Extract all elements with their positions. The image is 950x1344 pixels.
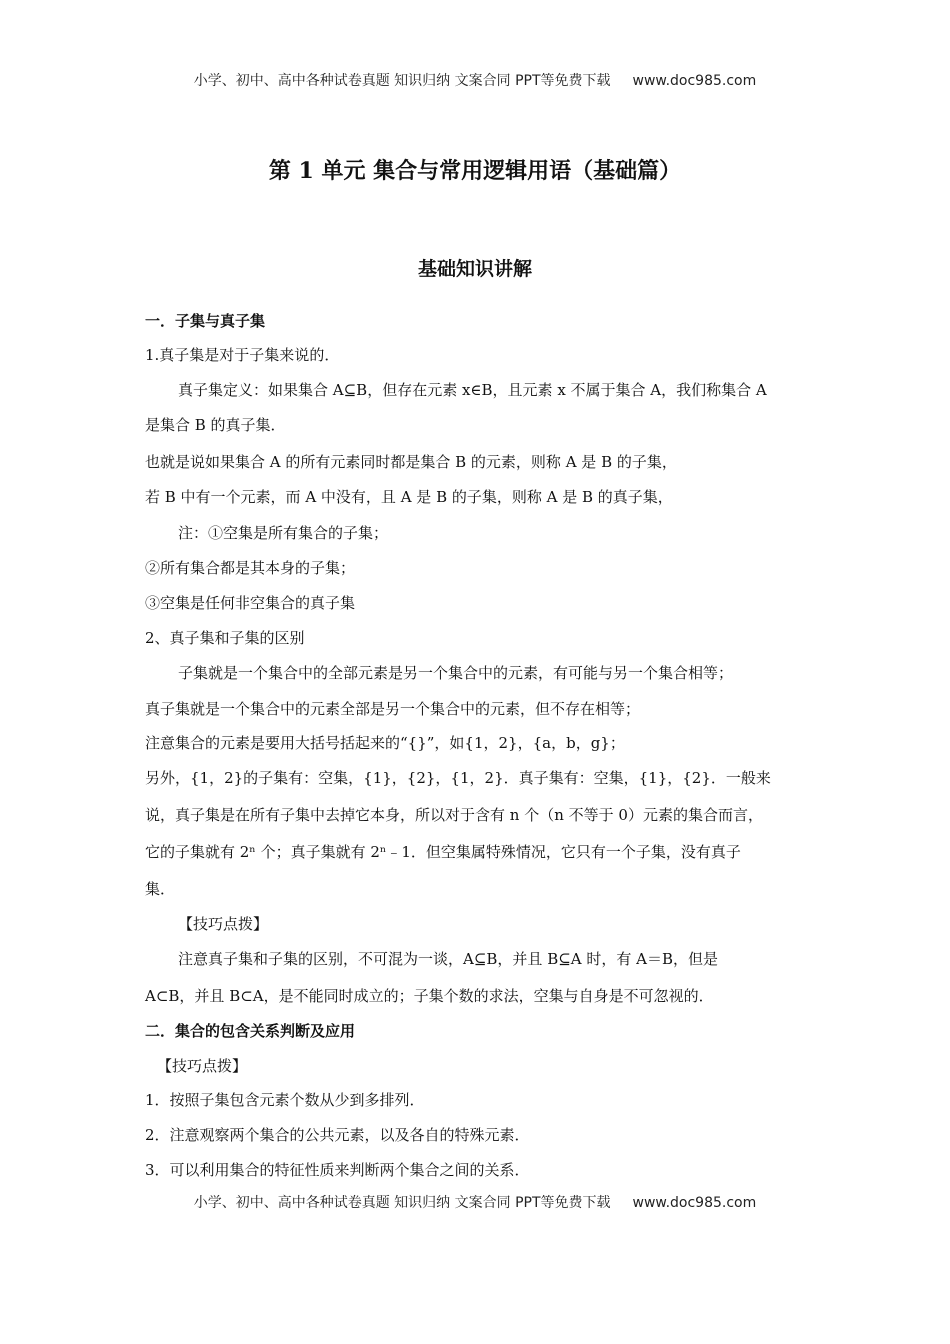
text-line: 它的子集就有 2ⁿ 个；真子集就有 2ⁿ﹣1．但空集属特殊情况，它只有一个子集，没有真子 — [145, 843, 741, 861]
text-line: 子集就是一个集合中的全部元素是另一个集合中的元素，有可能与另一个集合相等； — [178, 664, 734, 682]
heading-subsets: 一．子集与真子集 — [145, 312, 266, 330]
note-line: ②所有集合都是其本身的子集； — [145, 559, 356, 577]
tip-heading: 【技巧点拨】 — [157, 1057, 248, 1075]
header-text: 小学、初中、高中各种试卷真题 知识归纳 文案合同 PPT等免费下载 — [193, 73, 611, 89]
note-line: 注：①空集是所有集合的子集； — [178, 524, 389, 542]
text-line: 1.真子集是对于子集来说的． — [145, 346, 340, 364]
note-line: ③空集是任何非空集合的真子集 — [145, 594, 356, 612]
tip-heading: 【技巧点拨】 — [178, 915, 269, 933]
list-item: 2．注意观察两个集合的公共元素，以及各自的特殊元素． — [145, 1126, 530, 1144]
footer-text: 小学、初中、高中各种试卷真题 知识归纳 文案合同 PPT等免费下载 — [193, 1195, 611, 1211]
text-line: 也就是说如果集合 A 的所有元素同时都是集合 B 的元素，则称 A 是 B 的子集， — [145, 453, 677, 471]
text-line: 集． — [145, 880, 176, 898]
page-footer — [0, 1192, 950, 1212]
text-line: 2、真子集和子集的区别 — [145, 629, 305, 647]
page-header — [0, 70, 950, 90]
text-line: A⊂B，并且 B⊂A，是不能同时成立的；子集个数的求法，空集与自身是不可忽视的． — [145, 987, 714, 1005]
text-line: 说，真子集是在所有子集中去掉它本身，所以对于含有 n 个（n 不等于 0）元素的集合而言， — [145, 806, 763, 824]
text-line: 若 B 中有一个元素，而 A 中没有，且 A 是 B 的子集，则称 A 是 B 的真子集， — [145, 488, 673, 506]
page-title: 第 1 单元 集合与常用逻辑用语（基础篇） — [268, 158, 682, 184]
text-line: 注意真子集和子集的区别，不可混为一谈，A⊆B，并且 B⊆A 时，有 A＝B，但是 — [178, 950, 719, 968]
text-line: 另外，{1，2}的子集有：空集，{1}，{2}，{1，2}．真子集有：空集，{1}，{2}．一般来 — [145, 769, 771, 787]
heading-inclusion: 二．集合的包含关系判断及应用 — [145, 1022, 356, 1040]
list-item: 3．可以利用集合的特征性质来判断两个集合之间的关系． — [145, 1161, 530, 1179]
text-line: 是集合 B 的真子集． — [145, 416, 286, 434]
header-url[interactable]: www.doc985.com — [632, 73, 757, 89]
list-item: 1．按照子集包含元素个数从少到多排列． — [145, 1091, 425, 1109]
text-line: 注意集合的元素是要用大括号括起来的“{}”，如{1，2}，{a，b，g}； — [145, 734, 625, 752]
section-subtitle: 基础知识讲解 — [417, 258, 532, 280]
text-line: 真子集定义：如果集合 A⊆B，但存在元素 x∈B，且元素 x 不属于集合 A，我们称集合 A — [178, 381, 767, 399]
footer-url[interactable]: www.doc985.com — [632, 1195, 757, 1211]
text-line: 真子集就是一个集合中的元素全部是另一个集合中的元素，但不存在相等； — [145, 700, 641, 718]
